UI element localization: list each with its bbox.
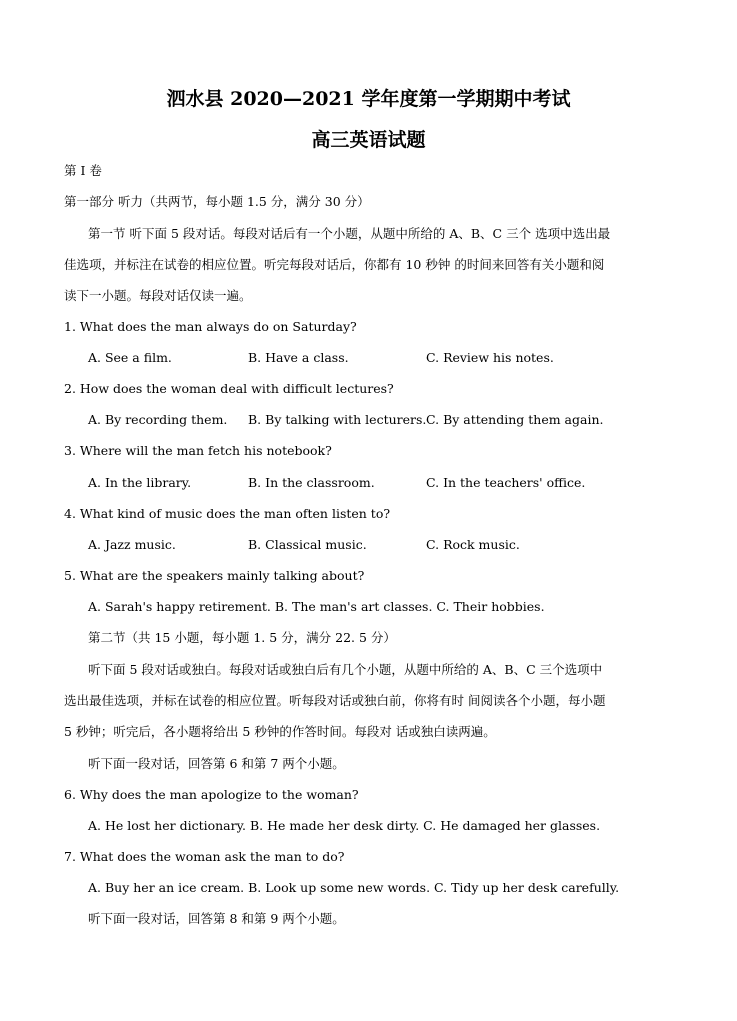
option-a: A. By recording them. xyxy=(88,412,228,427)
option-a: A. In the library. xyxy=(88,475,192,490)
section2-intro-line: 选出最佳选项，并标在试卷的相应位置。听每段对话或独白前，你将有时 间阅读各个小题，每小题 xyxy=(64,693,606,708)
option-a: A. Jazz music. xyxy=(88,537,176,552)
exam-title: 泗水县 2020—2021 学年度第一学期期中考试 xyxy=(166,88,571,110)
question-stem: 7. What does the woman ask the man to do? xyxy=(64,849,345,864)
option-c: C. In the teachers' office. xyxy=(426,475,586,490)
question-stem: 4. What kind of music does the man often listen to? xyxy=(64,506,391,521)
option-c: C. Review his notes. xyxy=(426,350,554,365)
question-stem: 1. What does the man always do on Saturday? xyxy=(64,319,357,334)
dialogue-intro: 听下面一段对话，回答第 6 和第 7 两个小题。 xyxy=(88,756,345,771)
dialogue-intro: 听下面一段对话，回答第 8 和第 9 两个小题。 xyxy=(88,911,345,926)
section2-intro-line: 听下面 5 段对话或独白。每段对话或独白后有几个小题，从题中所给的 A、B、C 三个选项中 xyxy=(88,662,603,677)
option-b: B. Have a class. xyxy=(248,350,349,365)
options-line: A. Buy her an ice cream. B. Look up some new words. C. Tidy up her desk carefully. xyxy=(88,880,620,895)
section2-intro-line: 5 秒钟；听完后，各小题将给出 5 秒钟的作答时间。每段对 话或独白读两遍。 xyxy=(64,724,496,739)
question-stem: 2. How does the woman deal with difficult lectures? xyxy=(64,381,394,396)
section-label: 第 I 卷 xyxy=(64,163,102,178)
section1-intro-line: 佳选项，并标注在试卷的相应位置。听完每段对话后，你都有 10 秒钟 的时间来回答有关小题和阅 xyxy=(64,257,605,272)
question-stem: 5. What are the speakers mainly talking about? xyxy=(64,568,365,583)
option-b: B. In the classroom. xyxy=(248,475,375,490)
option-a: A. See a film. xyxy=(88,350,172,365)
part1-heading: 第一部分 听力（共两节，每小题 1.5 分，满分 30 分） xyxy=(64,194,370,209)
question-stem: 6. Why does the man apologize to the woman? xyxy=(64,787,359,802)
option-c: C. By attending them again. xyxy=(426,412,604,427)
option-c: C. Rock music. xyxy=(426,537,520,552)
section2-heading: 第二节（共 15 小题，每小题 1. 5 分，满分 22. 5 分） xyxy=(88,630,396,645)
section1-intro-line: 第一节 听下面 5 段对话。每段对话后有一个小题，从题中所给的 A、B、C 三个 选项中选出最 xyxy=(88,226,611,241)
option-b: B. Classical music. xyxy=(248,537,367,552)
exam-subtitle: 高三英语试题 xyxy=(311,129,426,151)
options-line: A. Sarah's happy retirement. B. The man's art classes. C. Their hobbies. xyxy=(88,599,545,614)
question-stem: 3. Where will the man fetch his notebook? xyxy=(64,443,332,458)
option-b: B. By talking with lecturers. xyxy=(248,412,427,427)
section1-intro-line: 读下一小题。每段对话仅读一遍。 xyxy=(64,288,252,303)
options-line: A. He lost her dictionary. B. He made her desk dirty. C. He damaged her glasses. xyxy=(88,818,601,833)
